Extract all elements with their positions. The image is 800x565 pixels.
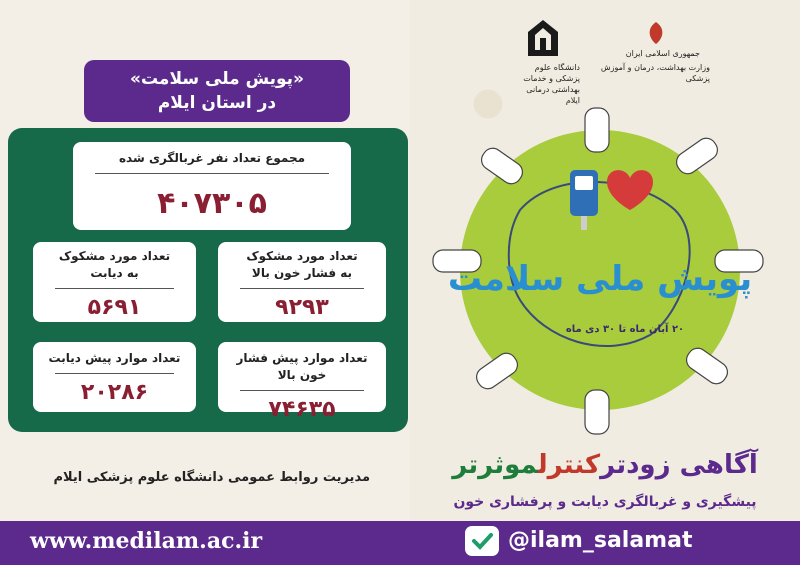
- total-card: [73, 142, 351, 230]
- pre-diabetes-value: ۲۰۲۸۶: [80, 380, 149, 405]
- ministry-text-1: جمهوری اسلامی ایران: [625, 49, 700, 58]
- ministry-text-2: وزارت بهداشت، درمان و آموزش پزشکی: [600, 63, 710, 83]
- campaign-poster: [425, 100, 780, 445]
- pre-diabetes-card: [33, 342, 196, 412]
- pre-bp-card: [218, 342, 386, 422]
- emblem-icon: [645, 20, 667, 46]
- logos: [520, 18, 770, 105]
- footer-organization: مدیریت روابط عمومی دانشگاه علوم پزشکی ایلام: [53, 470, 370, 485]
- total-label: مجموع تعداد نفر غربالگری شده: [118, 151, 306, 165]
- suspect-diabetes-label-1: تعداد مورد مشکوک: [58, 249, 171, 263]
- poster-title: پویش ملی سلامت: [447, 259, 753, 299]
- headline-part-c: موثرتر: [452, 450, 538, 480]
- suspect-diabetes-value: ۵۶۹۱: [87, 295, 142, 320]
- headline: [440, 450, 770, 480]
- pre-diabetes-label: تعداد موارد پیش دیابت: [48, 351, 181, 365]
- university-logo-icon: [526, 18, 560, 58]
- suspect-bp-label-2: به فشار خون بالا: [251, 266, 353, 280]
- pre-bp-label: تعداد موارد پیش فشار خون بالا: [236, 351, 368, 382]
- poster-dates: ۲۰ آبان ماه تا ۳۰ دی ماه: [565, 324, 685, 335]
- pre-bp-value: ۷۴۶۳۵: [268, 397, 336, 422]
- divider: [240, 288, 364, 289]
- headline-part-b: کنترل: [537, 450, 601, 480]
- university-logo-text: دانشگاه علوم پزشکی و خدمات بهداشتی درمانی ایلام: [523, 63, 580, 105]
- suspect-diabetes-label-2: به دیابت: [90, 266, 139, 280]
- divider: [95, 173, 329, 174]
- subline: پیشگیری و غربالگری دیابت و پرفشاری خون: [453, 494, 757, 510]
- suspect-diabetes-card: [33, 242, 196, 322]
- website-link[interactable]: www.medilam.ac.ir: [30, 528, 263, 554]
- check-badge-icon: [465, 526, 499, 556]
- divider: [55, 373, 174, 374]
- title-line-1: «پویش ملی سلامت»: [129, 69, 305, 89]
- title-box: [84, 60, 350, 122]
- divider: [240, 390, 364, 391]
- total-value: ۴۰۷۳۰۵: [157, 186, 267, 221]
- suspect-bp-label-1: تعداد مورد مشکوک: [246, 249, 358, 263]
- headline-part-a: آگاهی زودتر: [600, 450, 758, 480]
- suspect-bp-value: ۹۲۹۳: [275, 295, 329, 320]
- divider: [55, 288, 174, 289]
- title-line-2: در استان ایلام: [157, 93, 277, 113]
- social-handle-link[interactable]: @ilam_salamat: [508, 528, 693, 553]
- suspect-bp-card: [218, 242, 386, 322]
